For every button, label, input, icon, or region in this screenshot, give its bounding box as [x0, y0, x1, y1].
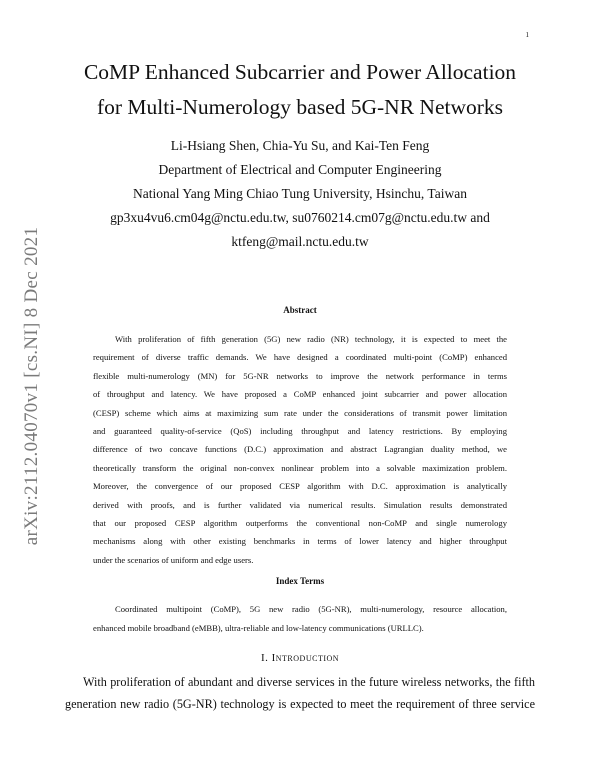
abstract-line: (CESP) scheme which aims at maximizing sum rate under the considerations of transmit power limitation — [93, 407, 507, 418]
abstract-line: requirement of diverse traffic demands. We have designed a coordinated multi-point (CoMP) enhanced — [93, 352, 507, 363]
abstract-line: and guaranteed quality-of-service (QoS) including throughput and latency restrictions. By employing — [93, 426, 507, 437]
abstract-line: Moreover, the convergence of our proposed CESP algorithm with D.C. approximation is analytically — [93, 481, 507, 492]
abstract-heading: Abstract — [283, 305, 317, 315]
university: National Yang Ming Chiao Tung University, Hsinchu, Taiwan — [133, 186, 467, 201]
section-numeral: I. — [260, 652, 272, 664]
abstract-line: mechanisms along with other existing benchmarks in terms of lower latency and higher throughput — [93, 536, 507, 547]
page-number: 1 — [525, 31, 529, 39]
author-block — [60, 134, 540, 254]
abstract-line: under the scenarios of uniform and edge users. — [93, 554, 254, 565]
introduction-line: With proliferation of abundant and diverse services in the future wireless networks, the fifth — [83, 675, 535, 689]
abstract-line: flexible multi-numerology (MN) for 5G-NR networks to improve the network performance in terms — [93, 370, 507, 381]
emails-line-2[interactable]: ktfeng@mail.nctu.edu.tw — [231, 234, 369, 249]
introduction-body — [65, 672, 535, 715]
index-terms-heading: Index Terms — [275, 576, 325, 586]
department: Department of Electrical and Computer Engineering — [158, 162, 442, 177]
emails-line-1[interactable]: gp3xu4vu6.cm04g@nctu.edu.tw, su0760214.cm07g@nctu.edu.tw and — [110, 210, 490, 225]
abstract-line: of throughput and latency. We have proposed a CoMP enhanced joint subcarrier and power allocation — [93, 389, 507, 400]
authors: Li-Hsiang Shen, Chia-Yu Su, and Kai-Ten Feng — [170, 138, 430, 153]
index-terms-line: Coordinated multipoint (CoMP), 5G new radio (5G-NR), multi-numerology, resource allocation, — [115, 604, 507, 614]
abstract-line: difference of two concave functions (D.C.) approximation and abstract Lagrangian duality method, we — [93, 444, 507, 455]
title-line-1: CoMP Enhanced Subcarrier and Power Allocation — [83, 60, 517, 84]
arxiv-stamp[interactable]: arXiv:2112.04070v1 [cs.NI] 8 Dec 2021 — [21, 226, 42, 546]
index-terms-body — [93, 600, 507, 637]
abstract-line: theoretically transform the original non-convex nonlinear problem into a solvable maximization problem. — [93, 462, 507, 473]
paper-title — [60, 55, 540, 125]
abstract-line: With proliferation of fifth generation (5G) new radio (NR) technology, it is expected to meet the — [115, 334, 507, 344]
index-terms-line: enhanced mobile broadband (eMBB), ultra-reliable and low-latency communications (URLLC). — [93, 622, 424, 633]
abstract-line: that our proposed CESP algorithm outperforms the conventional non-CoMP and single numerology — [93, 518, 507, 529]
introduction-line: generation new radio (5G-NR) technology is expected to meet the requirement of three service — [65, 696, 535, 711]
section-title: Introduction — [271, 652, 340, 664]
abstract-body — [93, 330, 507, 569]
abstract-line: derived with proofs, and is further validated via numerical results. Simulation results demonstrated — [93, 499, 507, 510]
title-line-2: for Multi-Numerology based 5G-NR Networks — [96, 95, 504, 119]
introduction-heading — [60, 652, 540, 664]
